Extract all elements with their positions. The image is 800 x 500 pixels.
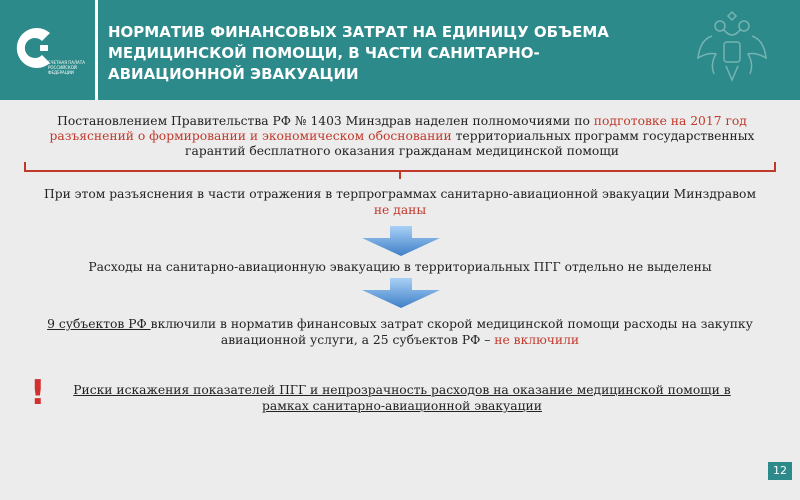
clarification-highlight: не даны: [373, 203, 427, 217]
logo: [0, 0, 98, 100]
decree-text-start: Постановлением Правительства РФ № 1403 Минздрав наделен полномочиями по: [57, 114, 594, 128]
decree-paragraph: [22, 114, 782, 159]
risk-paragraph: Риски искажения показателей ПГГ и непрозрачность расходов на оказание медицинской помощи в рамках санитарно-авиационной эвакуации: [73, 383, 731, 413]
double-headed-eagle-icon: [692, 10, 772, 90]
red-bracket: [24, 162, 776, 180]
warning-icon: !: [30, 373, 46, 413]
arrow-down-icon: [360, 226, 442, 256]
page-title: НОРМАТИВ ФИНАНСОВЫХ ЗАТРАТ НА ЕДИНИЦУ ОБЪЕМА МЕДИЦИНСКОЙ ПОМОЩИ, В ЧАСТИ САНИТАРНО-АВИАЦИОННОЙ ЭВАКУАЦИИ: [108, 23, 609, 83]
subjects-paragraph: [40, 316, 760, 348]
expenses-paragraph: Расходы на санитарно-авиационную эвакуацию в территориальных ПГГ отдельно не выделены: [88, 260, 712, 274]
clarification-paragraph: [40, 186, 760, 218]
decree-highlight: подготовке на 2017 год разъяснений о формировании и экономическом обосновании: [49, 114, 747, 143]
arrow-down-icon: [360, 278, 442, 308]
clarification-text: При этом разъяснения в части отражения в терпрограммах санитарно-авиационной эвакуации Минздравом: [43, 187, 757, 201]
subjects-count: 9 субъектов РФ: [47, 317, 151, 331]
decree-text-end: территориальных программ государственных гарантий бесплатного оказания гражданам медицинской помощи: [185, 129, 755, 158]
logo-text: СЧЕТНАЯ ПАЛАТА РОССИЙСКОЙ ФЕДЕРАЦИИ: [48, 60, 85, 75]
subjects-highlight: не включили: [494, 333, 580, 347]
slide-header: [0, 0, 800, 100]
subjects-text: включили в норматив финансовых затрат скорой медицинской помощи расходы на закупку авиационной услуги, а 25 субъектов РФ –: [150, 317, 753, 347]
page-number: 12: [768, 462, 792, 480]
